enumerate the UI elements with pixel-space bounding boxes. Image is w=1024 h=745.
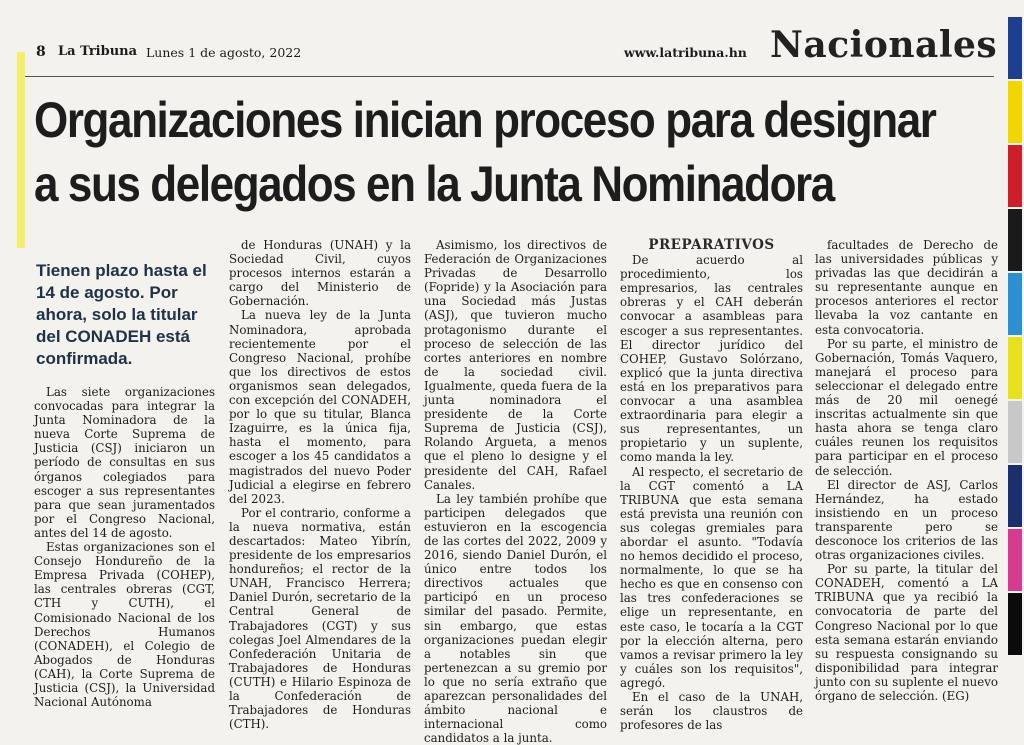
headline-line-1: Organizaciones inician proceso para designar	[34, 92, 936, 148]
color-swatch	[1008, 593, 1022, 655]
article-subheadline: Tienen plazo hasta el 14 de agosto. Por ahora, solo la titular del CONADEH está confirmada.	[36, 261, 207, 368]
article-column-1	[34, 385, 215, 709]
color-swatch	[1008, 401, 1022, 463]
paragraph: Por el contrario, conforme a la nueva normativa, están descartados: Mateo Yibrín, presidente de los empresarios hondureños; el rector de la UNAH, Francisco Herrera; Daniel Durón, secretario de la Central General de Trabajadores (CGT) y sus colegas Joel Almendares de la Confederación Unitaria de Trabajadores de Honduras (CUTH) e Hilario Espinoza de la Confederación de Trabajadores de Honduras (CTH).	[229, 505, 411, 732]
paragraph: Las siete organizaciones convocadas para integrar la Junta Nominadora de la nueva Corte Suprema de Justicia (CSJ) iniciaron un período de consultas en sus órganos colegiados para escoger a sus representantes para que sean juramentados por el Congreso Nacional, antes del 14 de agosto.	[34, 385, 215, 540]
color-swatch	[1008, 209, 1022, 271]
article-column-3	[424, 238, 607, 745]
column-4-body	[620, 253, 803, 732]
color-swatch	[1008, 17, 1022, 79]
paper-name: La Tribuna	[58, 44, 138, 59]
section-subhead: PREPARATIVOS	[648, 237, 775, 253]
color-swatch	[1008, 273, 1022, 335]
paragraph: Al respecto, el secretario de la CGT comentó a LA TRIBUNA que esta semana está prevista una reunión con sus colegas gremiales para abordar el asunto. "Todavía no hemos decidido el proceso, normalmente, lo que se ha hecho es que en consenso con las tres confederaciones se elige un representante, en este caso, le tocaría a la CGT por la elección alterna, pero vamos a revisar primero la ley y cuáles son los requisitos", agregó.	[620, 464, 803, 690]
color-swatch	[1008, 81, 1022, 143]
color-swatch	[1008, 337, 1022, 399]
paragraph: facultades de Derecho de las universidades públicas y privadas las que decidirán a su representante aunque en procesos anteriores el rector llevaba la voz cantante en esta convocatoria.	[815, 238, 998, 337]
paragraph: Por su parte, la titular del CONADEH, comentó a LA TRIBUNA que ya recibió la convocatoria de parte del Congreso Nacional por lo que esta semana estarán enviando su respuesta consignando su disponibilidad para integrar junto con su suplente el nuevo órgano de selección. (EG)	[815, 562, 998, 703]
paragraph: De acuerdo al procedimiento, los empresarios, las centrales obreras y el CAH deberán convocar a asambleas para escoger a sus representantes. El director jurídico del COHEP, Gustavo Solórzano, explicó que la junta directiva está en los preparativos para convocar a una asamblea extraordinaria para elegir a sus representantes, un propietario y un suplente, como manda la ley.	[620, 253, 803, 465]
article-column-5	[815, 238, 998, 703]
paragraph: El director de ASJ, Carlos Hernández, ha estado insistiendo en un proceso transparente pero se desconoce los criterios de las otras organizaciones civiles.	[815, 477, 998, 563]
paragraph: de Honduras (UNAH) y la Sociedad Civil, cuyos procesos internos estarán a cargo del Ministerio de Gobernación.	[229, 238, 411, 309]
paragraph: Asimismo, los directivos de Federación de Organizaciones Privadas de Desarrollo (Fopride) y la Asociación para una Sociedad más Justas (ASJ), que tuvieron mucho protagonismo durante el proceso de selección de las cortes anteriores en nombre de la sociedad civil. Igualmente, queda fuera de la junta nominadora el presidente de la Corte Suprema de Justicia (CSJ), Rolando Argueta, a menos que el pleno lo designe y el presidente del CAH, Rafael Canales.	[424, 238, 607, 492]
color-swatch	[1008, 145, 1022, 207]
website-url: www.latribuna.hn	[624, 45, 747, 60]
paragraph: Por su parte, el ministro de Gobernación, Tomás Vaquero, manejará el proceso para seleccionar el delegado entre más de 20 mil oenegé inscritas actualmente sin que hasta ahora se tenga claro cuáles reunen los requisitos para participar en el proceso de selección.	[815, 336, 998, 478]
print-color-bar	[1008, 16, 1022, 656]
color-swatch	[1008, 529, 1022, 591]
section-title: Nacionales	[770, 24, 998, 66]
paragraph: La nueva ley de la Junta Nominadora, aprobada recientemente por el Congreso Nacional, prohíbe que los directivos de estos organismos sean delegados, con excepción del CONADEH, por lo que su titular, Blanca Izaguirre, es la única fija, hasta el momento, para escoger a los 45 candidatos a magistrados del nuevo Poder Judicial a elegirse en febrero del 2023.	[229, 308, 411, 506]
paragraph: La ley también prohíbe que participen delegados que estuvieron en la escogencia de las cortes del 2022, 2009 y 2016, siendo Daniel Durón, el único entre todos los directivos actuales que participó en un proceso similar del pasado. Permite, sin embargo, que estas organizaciones puedan elegir a notables sin que pertenezcan a su gremio por lo que no sería extraño que aparezcan personalidades del ámbito nacional e internacional como candidatos a la junta.	[424, 491, 607, 745]
paragraph: Estas organizaciones son el Consejo Hondureño de la Empresa Privada (COHEP), las centrales obreras (CGT, CTH y CUTH), el Comisionado Nacional de los Derechos Humanos (CONADEH), el Colegio de Abogados de Honduras (CAH), la Corte Suprema de Justicia (CSJ), la Universidad Nacional Autónoma	[34, 540, 215, 710]
article-headline	[34, 88, 936, 216]
issue-date: Lunes 1 de agosto, 2022	[146, 45, 302, 60]
page-header	[18, 24, 998, 77]
page-number: 8	[36, 44, 46, 60]
highlighter-mark	[17, 52, 25, 248]
paragraph: En el caso de la UNAH, serán los claustros de profesores de las	[620, 690, 803, 733]
article-column-4	[620, 238, 803, 732]
headline-line-2: a sus delegados en la Junta Nominadora	[34, 156, 834, 212]
article-column-2	[229, 238, 411, 731]
color-swatch	[1008, 465, 1022, 527]
